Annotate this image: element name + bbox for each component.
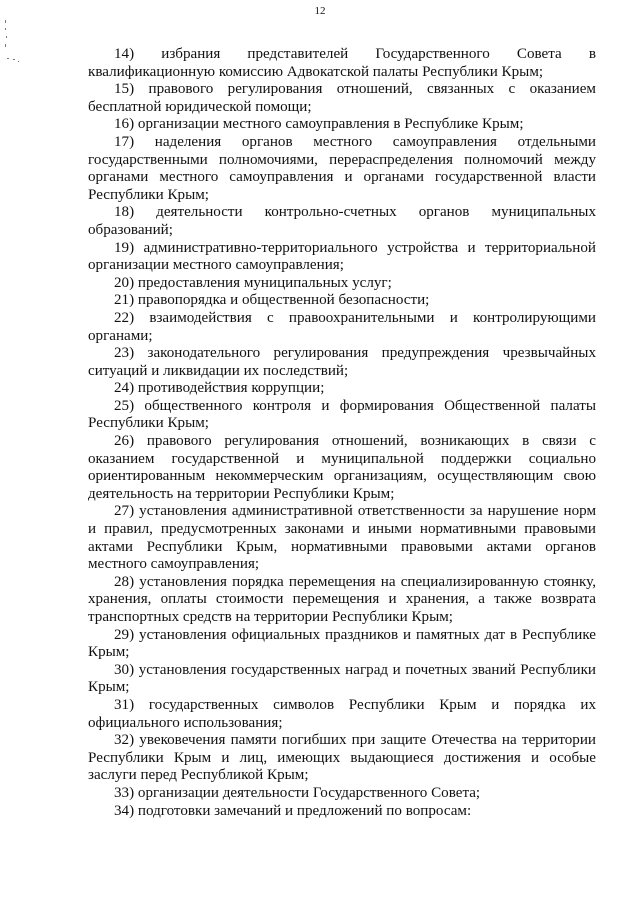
list-item: 26) правового регулирования отношений, возникающих в связи с оказанием государственной и муниципальной поддержки социально ориентированным некоммерческим организациям, осуществляющим свою деятельность на территории Республики Крым;: [88, 433, 596, 502]
list-item: 34) подготовки замечаний и предложений по вопросам:: [114, 802, 472, 819]
list-item: 19) административно-территориального устройства и территориальной организации местного самоуправления;: [88, 239, 596, 274]
list-item: 31) государственных символов Республики Крым и порядка их официального использования;: [88, 696, 596, 731]
list-item: 33) организации деятельности Государственного Совета;: [114, 784, 481, 801]
list-item: 30) установления государственных наград и почетных званий Республики Крым;: [88, 661, 596, 696]
page-number: 12: [314, 5, 326, 17]
list-item: 21) правопорядка и общественной безопасности;: [114, 292, 430, 309]
list-item: 18) деятельности контрольно-счетных органов муниципальных образований;: [88, 204, 596, 238]
list-item: 15) правового регулирования отношений, связанных с оказанием бесплатной юридической помощи;: [88, 81, 596, 115]
list-item: 22) взаимодействия с правоохранительными и контролирующими органами;: [88, 309, 596, 344]
list-item: 25) общественного контроля и формирования Общественной палаты Республики Крым;: [88, 397, 596, 432]
list-item: 23) законодательного регулирования предупреждения чрезвычайных ситуаций и ликвидации их последствий;: [88, 345, 596, 379]
list-item: 27) установления административной ответственности за нарушение норм и правил, предусмотренных законами и иными нормативными правовыми актами Республики Крым, нормативными правовыми актами органов местного самоуправления;: [88, 503, 596, 573]
list-item: 29) установления официальных праздников и памятных дат в Республике Крым;: [88, 626, 596, 661]
list-item: 20) предоставления муниципальных услуг;: [114, 274, 392, 291]
list-item: 17) наделения органов местного самоуправления отдельными государственными полномочиями, перераспределения полномочий между органами местного самоуправления и органами государственной власти Республики Крым;: [88, 133, 596, 203]
list-item: 32) увековечения памяти погибших при защите Отечества на территории Республики Крым и лиц, имеющих выдающиеся достижения и особые заслуги перед Республикой Крым;: [88, 732, 596, 784]
document-body: [88, 46, 596, 820]
list-item: 14) избрания представителей Государственного Совета в квалификационную комиссию Адвокатской палаты Республики Крым;: [88, 46, 596, 80]
list-item: 16) организации местного самоуправления в Республике Крым;: [114, 116, 524, 133]
scan-artifact-marks: [2, 18, 22, 78]
list-item: 24) противодействия коррупции;: [114, 380, 325, 397]
list-item: 28) установления порядка перемещения на специализированную стоянку, хранения, оплаты стоимости перемещения и хранения, а также возврата транспортных средств на территории Республики Крым;: [88, 573, 596, 625]
